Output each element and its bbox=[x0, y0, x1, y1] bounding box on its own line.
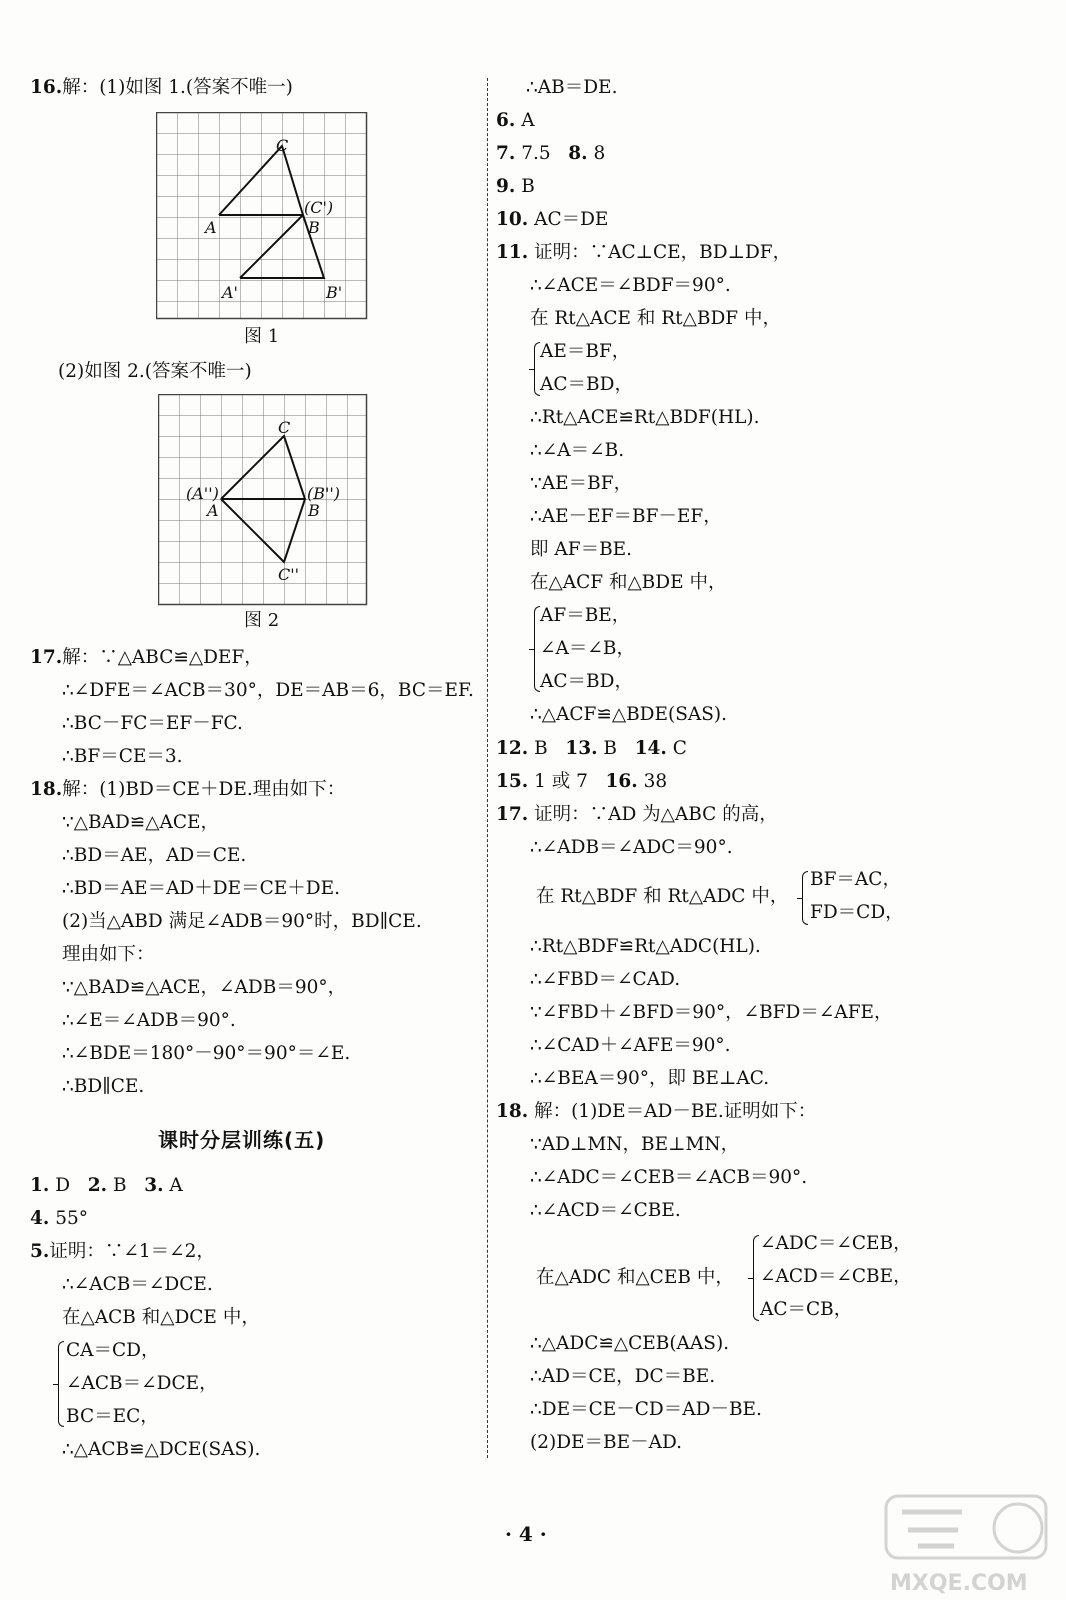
column-divider bbox=[487, 78, 488, 1458]
q17-line-3: ∴BC－FC＝EF－FC. bbox=[62, 713, 243, 734]
fig1-label-b: B bbox=[308, 218, 320, 237]
a9-number: 9. bbox=[496, 176, 516, 197]
a6-value: A bbox=[521, 110, 535, 131]
a16-value: 38 bbox=[643, 771, 668, 792]
a9-value: B bbox=[521, 176, 535, 197]
fig2-label-b-paren: (B'') bbox=[307, 484, 341, 503]
q18-line-1 bbox=[30, 778, 345, 802]
r-q18-line-9: ∴△ADC≌△CEB(AAS). bbox=[530, 1333, 730, 1354]
q11-cond-1: AE＝BF， bbox=[540, 341, 631, 362]
q11-line-11: 在△ACF 和△BDE 中， bbox=[530, 572, 727, 593]
q18-line-3: ∴BD＝AE，AD＝CE. bbox=[62, 845, 247, 866]
q18-line-2: ∵△BAD≌△ACE， bbox=[62, 812, 220, 833]
fig1-label-a-prime: A' bbox=[222, 283, 238, 302]
answers-7-8 bbox=[496, 142, 605, 166]
q18-number: 18. bbox=[30, 779, 63, 800]
answer-6 bbox=[496, 109, 535, 133]
q11-line-6: ∴Rt△ACE≌Rt△BDF(HL). bbox=[530, 407, 760, 428]
a4-number: 4. bbox=[30, 1208, 50, 1229]
a12-value: B bbox=[534, 738, 548, 759]
q18-line-7: ∵△BAD≌△ACE，∠ADB＝90°， bbox=[62, 977, 347, 998]
watermark-text: MXQE.COM bbox=[890, 1571, 1028, 1596]
page-number: · 4 · bbox=[505, 1522, 547, 1546]
q18-line-8: ∴∠E＝∠ADB＝90°. bbox=[62, 1010, 236, 1031]
q11-line-2: ∴∠ACE＝∠BDF＝90°. bbox=[530, 275, 731, 296]
q5-cond-3: BC＝EC， bbox=[66, 1406, 159, 1427]
a15-value: 1 或 7 bbox=[534, 771, 588, 792]
r-q18-text-1: 解：(1)DE＝AD－BE.证明如下： bbox=[534, 1101, 817, 1122]
answers-12-14 bbox=[496, 737, 687, 761]
q11-line-8: ∵AE＝BF， bbox=[530, 473, 633, 494]
watermark-logo bbox=[878, 1490, 1058, 1600]
r-q18-cond-3: AC＝CB， bbox=[760, 1299, 853, 1320]
q11-cond-2: AC＝BD， bbox=[540, 374, 633, 395]
a12-number: 12. bbox=[496, 738, 529, 759]
q11-line-9: ∴AE－EF＝BF－EF， bbox=[530, 506, 722, 527]
answer-10 bbox=[496, 208, 608, 232]
a6-number: 6. bbox=[496, 110, 516, 131]
q11-line-10: 即 AF＝BE. bbox=[530, 539, 633, 560]
q18-line-6: 理由如下： bbox=[62, 944, 155, 965]
r-q17-line-9: ∴∠CAD＋∠AFE＝90°. bbox=[530, 1035, 731, 1056]
r-q18-line-2: ∵AD⊥MN，BE⊥MN， bbox=[530, 1134, 740, 1155]
fig2-label-c: C bbox=[278, 418, 291, 437]
q16b-line: (2)如图 2.(答案不唯一) bbox=[58, 361, 252, 382]
q17-number: 17. bbox=[30, 647, 63, 668]
r-q17-line-2: ∴∠ADB＝∠ADC＝90°. bbox=[530, 837, 733, 858]
a14-value: C bbox=[672, 738, 687, 759]
q17-text-1: 解：∵△ABC≌△DEF， bbox=[62, 647, 263, 668]
fig2-label-a-paren: (A'') bbox=[186, 484, 219, 503]
q17-line-1 bbox=[30, 646, 263, 670]
r-q17-text-1: 证明：∵AD 为△ABC 的高， bbox=[534, 804, 778, 825]
q11-number: 11. bbox=[496, 242, 529, 263]
a7-value: 7.5 bbox=[521, 143, 551, 164]
r-q17-line-7: ∴∠FBD＝∠CAD. bbox=[530, 969, 681, 990]
r-q17-number: 17. bbox=[496, 804, 529, 825]
a10-value: AC＝DE bbox=[534, 209, 609, 230]
a13-number: 13. bbox=[565, 738, 598, 759]
r-q17-line-10: ∴∠BEA＝90°，即 BE⊥AC. bbox=[530, 1068, 770, 1089]
q16-number: 16. bbox=[30, 77, 63, 98]
q11-cond-4: ∠A＝∠B， bbox=[540, 638, 635, 659]
r-q18-cond-2: ∠ACD＝∠CBE， bbox=[760, 1266, 912, 1287]
a3-value: A bbox=[169, 1175, 183, 1196]
r-q17-cond-2: FD＝CD， bbox=[810, 902, 904, 923]
r-q18-number: 18. bbox=[496, 1101, 529, 1122]
answer-4 bbox=[30, 1207, 88, 1231]
a4-value: 55° bbox=[55, 1208, 89, 1229]
fig1-label-c-paren: (C') bbox=[304, 198, 334, 217]
q18-line-10: ∴BD∥CE. bbox=[62, 1076, 145, 1097]
section-title: 课时分层训练(五) bbox=[158, 1128, 326, 1152]
right-top-line: ∴AB＝DE. bbox=[526, 77, 618, 98]
q18-line-5: (2)当△ABD 满足∠ADB＝90°时，BD∥CE. bbox=[62, 911, 422, 932]
q11-line-3: 在 Rt△ACE 和 Rt△BDF 中， bbox=[530, 308, 781, 329]
r-q17-line-1 bbox=[496, 803, 778, 827]
r-q18-line-3: ∴∠ADC＝∠CEB＝∠ACB＝90°. bbox=[530, 1167, 808, 1188]
r-q17-brace bbox=[802, 871, 808, 925]
r-q18-line-11: ∴DE＝CE－CD＝AD－BE. bbox=[530, 1399, 762, 1420]
answer-9 bbox=[496, 175, 535, 199]
r-q18-line-12: (2)DE＝BE－AD. bbox=[530, 1432, 683, 1453]
a1-number: 1. bbox=[30, 1175, 50, 1196]
r-q18-line-1 bbox=[496, 1100, 816, 1124]
q5-line-conclusion: ∴△ACB≌△DCE(SAS). bbox=[62, 1439, 261, 1460]
r-q18-line-5: 在△ADC 和△CEB 中， bbox=[536, 1267, 734, 1288]
answers-15-16 bbox=[496, 770, 667, 794]
r-q18-line-4: ∴∠ACD＝∠CBE. bbox=[530, 1200, 681, 1221]
q11-cond-5: AC＝BD， bbox=[540, 671, 633, 692]
a3-number: 3. bbox=[144, 1175, 164, 1196]
fig1-label-c: C bbox=[276, 136, 289, 155]
q16-line bbox=[30, 76, 293, 100]
q5-line-2: ∴∠ACB＝∠DCE. bbox=[62, 1274, 213, 1295]
r-q17-line-8: ∵∠FBD＋∠BFD＝90°，∠BFD＝∠AFE， bbox=[530, 1002, 893, 1023]
fig2-label-b: B bbox=[308, 501, 320, 520]
a16-number: 16. bbox=[605, 771, 638, 792]
q5-cond-2: ∠ACB＝∠DCE， bbox=[66, 1373, 218, 1394]
r-q17-line-6: ∴Rt△BDF≌Rt△ADC(HL). bbox=[530, 936, 761, 957]
fig1-caption: 图 1 bbox=[244, 326, 280, 347]
r-q18-cond-1: ∠ADC＝∠CEB， bbox=[760, 1233, 912, 1254]
fig1-label-a: A bbox=[205, 218, 217, 237]
a13-value: B bbox=[603, 738, 618, 759]
q18-text-1: 解：(1)BD＝CE＋DE.理由如下： bbox=[62, 779, 346, 800]
a10-number: 10. bbox=[496, 209, 529, 230]
fig2-label-c-double-prime: C'' bbox=[278, 565, 300, 584]
q5-text-1: 证明：∵∠1＝∠2， bbox=[49, 1241, 215, 1262]
q5-line-1 bbox=[30, 1240, 215, 1264]
q11-cond-3: AF＝BE， bbox=[540, 605, 631, 626]
q17-line-2: ∴∠DFE＝∠ACB＝30°，DE＝AB＝6，BC＝EF. bbox=[62, 680, 474, 701]
answers-1-3 bbox=[30, 1174, 183, 1198]
fig1-label-b-prime: B' bbox=[326, 283, 343, 302]
r-q17-line-3: 在 Rt△BDF 和 Rt△ADC 中， bbox=[536, 886, 789, 907]
a2-number: 2. bbox=[87, 1175, 108, 1196]
q11-line-1 bbox=[496, 241, 791, 265]
q17-line-4: ∴BF＝CE＝3. bbox=[62, 746, 183, 767]
a1-value: D bbox=[55, 1175, 71, 1196]
q5-cond-1: CA＝CD， bbox=[66, 1340, 160, 1361]
r-q18-brace bbox=[753, 1235, 759, 1321]
a2-value: B bbox=[112, 1175, 127, 1196]
a7-number: 7. bbox=[496, 143, 516, 164]
a14-number: 14. bbox=[634, 738, 667, 759]
a8-number: 8. bbox=[568, 143, 588, 164]
q5-brace bbox=[58, 1341, 64, 1427]
r-q18-line-10: ∴AD＝CE，DC＝BE. bbox=[530, 1366, 716, 1387]
q18-line-9: ∴∠BDE＝180°－90°＝90°＝∠E. bbox=[62, 1043, 351, 1064]
q11-line-7: ∴∠A＝∠B. bbox=[530, 440, 625, 461]
a8-value: 8 bbox=[593, 143, 606, 164]
q5-number: 5. bbox=[30, 1241, 50, 1262]
fig2-caption: 图 2 bbox=[244, 610, 280, 631]
fig2-label-a: A bbox=[207, 501, 219, 520]
q5-line-3: 在△ACB 和△DCE 中， bbox=[62, 1307, 260, 1328]
a15-number: 15. bbox=[496, 771, 529, 792]
q11-text-1: 证明：∵AC⊥CE，BD⊥DF， bbox=[534, 242, 792, 263]
q11-line-conclusion: ∴△ACF≌△BDE(SAS). bbox=[530, 704, 728, 725]
q16-text: 解：(1)如图 1.(答案不唯一) bbox=[62, 77, 293, 98]
q18-line-4: ∴BD＝AE＝AD＋DE＝CE＋DE. bbox=[62, 878, 340, 899]
r-q17-cond-1: BF＝AC， bbox=[810, 869, 901, 890]
